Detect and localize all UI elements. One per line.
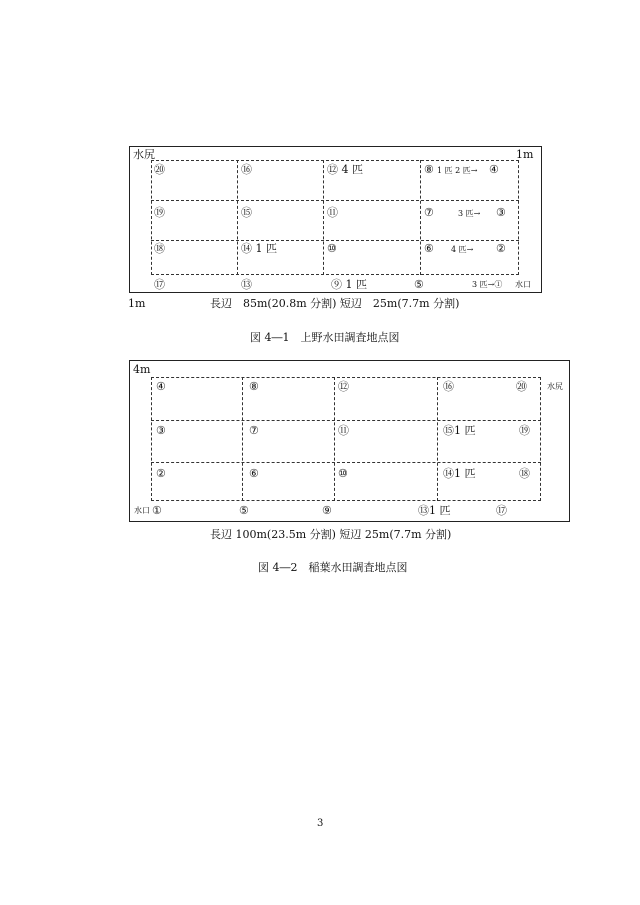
plot-label: ⑫: [338, 380, 349, 393]
grid-divider: [334, 377, 335, 501]
plot-label: ③: [496, 206, 506, 219]
plot-label: ②: [156, 467, 166, 480]
grid-divider: [151, 420, 541, 421]
plot-label: ①: [152, 504, 162, 517]
grid-divider: [151, 462, 541, 463]
plot-label: ⑰: [154, 278, 165, 291]
plot-label: ⑳: [516, 380, 527, 393]
plot-label: ⑥: [249, 467, 259, 480]
page-number: 3: [317, 818, 324, 829]
plot-label: ⑦: [424, 206, 434, 219]
plot-label: ⑤: [414, 278, 424, 291]
plot-label: ⑱: [519, 467, 530, 480]
grid-divider: [420, 160, 421, 275]
plot-label: ⑧: [249, 380, 259, 393]
plot-label: ⑲: [519, 424, 530, 437]
corner-label: 4m: [133, 363, 151, 376]
outlet-label: 水尻: [547, 382, 563, 391]
plot-label: ⑱: [154, 242, 165, 255]
plot-label: ⑩: [338, 467, 348, 480]
plot-label: ③: [156, 424, 166, 437]
plot-label: ⑭1 匹: [443, 467, 476, 480]
count-note: 3 匹→①: [472, 280, 503, 289]
plot-grid: [151, 377, 541, 501]
plot-label: ④: [489, 163, 499, 176]
plot-label: ⑧: [424, 163, 434, 176]
plot-label: ⑫ 4 匹: [327, 163, 363, 176]
figure-caption: 図 4―1 上野水田調査地点図: [250, 331, 400, 344]
plot-label: ⑮1 匹: [443, 424, 476, 437]
grid-divider: [237, 160, 238, 275]
corner-label: 1m: [128, 297, 146, 310]
plot-label: ⑥: [424, 242, 434, 255]
plot-label: ⑦: [249, 424, 259, 437]
plot-label: ⑨ 1 匹: [331, 278, 367, 291]
corner-label: 1m: [516, 148, 534, 161]
field-dimensions: 長辺 85m(20.8m 分割) 短辺 25m(7.7m 分割): [210, 297, 460, 310]
plot-label: ⑩: [327, 242, 337, 255]
count-note: 4 匹→: [451, 245, 474, 254]
plot-label: ⑭ 1 匹: [241, 242, 277, 255]
plot-label: ⑳: [154, 163, 165, 176]
grid-divider: [151, 240, 519, 241]
field-dimensions: 長辺 100m(23.5m 分割) 短辺 25m(7.7m 分割): [210, 528, 452, 541]
grid-divider: [242, 377, 243, 501]
plot-label: ⑲: [154, 206, 165, 219]
inlet-label: 水口: [515, 280, 531, 289]
plot-label: ⑪: [327, 206, 338, 219]
plot-label: ⑯: [443, 380, 454, 393]
count-note: 1 匹 2 匹→: [437, 166, 478, 175]
grid-divider: [437, 377, 438, 501]
corner-label: 水尻: [133, 148, 155, 161]
plot-label: ⑨: [322, 504, 332, 517]
count-note: 3 匹→: [458, 209, 481, 218]
plot-label: ⑬1 匹: [418, 504, 451, 517]
plot-label: ⑯: [241, 163, 252, 176]
plot-label: ②: [496, 242, 506, 255]
grid-divider: [323, 160, 324, 275]
plot-label: ⑬: [241, 278, 252, 291]
plot-label: ⑤: [239, 504, 249, 517]
plot-label: ⑪: [338, 424, 349, 437]
grid-divider: [151, 200, 519, 201]
plot-label: ④: [156, 380, 166, 393]
inlet-label: 水口: [134, 506, 150, 515]
figure-caption: 図 4―2 稲葉水田調査地点図: [258, 561, 408, 574]
plot-label: ⑰: [496, 504, 507, 517]
plot-label: ⑮: [241, 206, 252, 219]
